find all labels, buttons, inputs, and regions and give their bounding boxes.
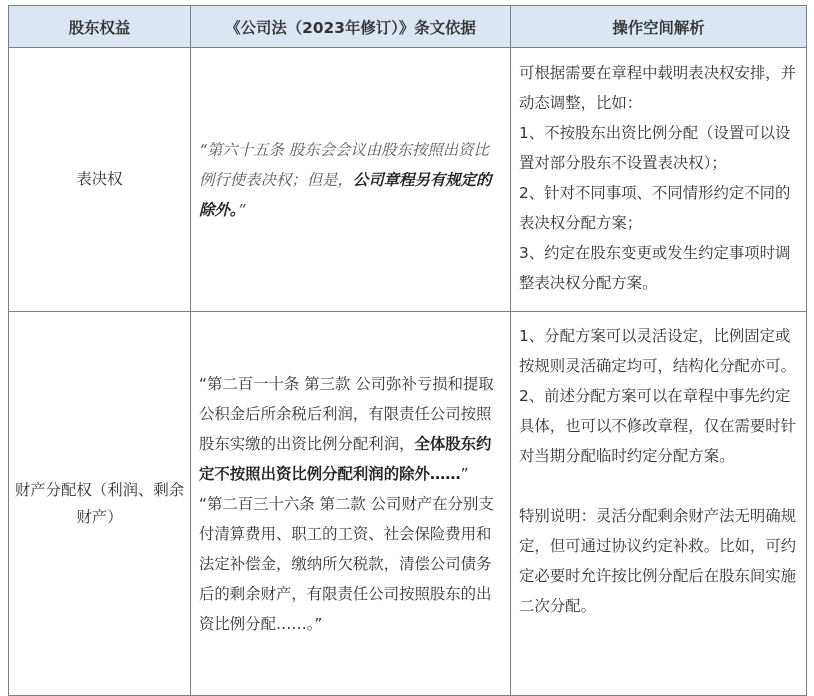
basis-cell-property [191,312,511,696]
header-analysis: 操作空间解析 [511,6,807,48]
rights-cell-voting: 表决权 [9,48,191,312]
analysis-cell-voting [511,48,807,312]
basis-article-210 [199,369,504,489]
basis-emphasis: 全体股东约定不按照出资比例分配利润的除外…… [199,434,492,483]
analysis-special-note: 特别说明：灵活分配剩余财产法无明确规定，但可通过协议约定补救。比如，可约定必要时允许按比例分配后在股东间实施二次分配。 [519,507,797,615]
basis-emphasis: 公司章程另有规定的除外。 [199,170,492,219]
analysis-cell-property [511,312,807,696]
analysis-paragraph: 3、约定在股东变更或发生约定事项时调整表决权分配方案。 [519,244,791,292]
basis-text: “第六十五条 股东会会议由股东按照出资比例行使表决权；但是， [199,140,489,189]
basis-quote-close: ” [237,200,246,219]
basis-article-236: “第二百三十六条 第二款 公司财产在分别支付清算费用、职工的工资、社会保险费用和法定补偿金，缴纳所欠税款，清偿公司债务后的剩余财产，有限责任公司按照股东的出资比例分配……。” [199,494,494,633]
analysis-paragraph: 可根据需要在章程中载明表决权安排，并动态调整，比如： [519,64,797,112]
basis-text: “第二百一十条 第三款 公司弥补亏损和提取公积金后所余税后利润，有限责任公司按照股东实缴的出资比例分配利润， [199,374,494,453]
header-basis: 《公司法（2023年修订）》条文依据 [191,6,511,48]
analysis-paragraph: 1、不按股东出资比例分配（设置可以设置对部分股东不设置表决权）； [519,124,791,172]
header-row [9,6,807,48]
analysis-paragraph: 2、前述分配方案可以在章程中事先约定具体，也可以不修改章程，仅在需要时针对当期分配临时约定分配方案。 [519,387,797,465]
paragraph-spacer [519,471,800,501]
analysis-paragraph: 2、针对不同事项、不同情形约定不同的表决权分配方案； [519,184,791,232]
analysis-paragraph: 1、分配方案可以灵活设定，比例固定或按规则灵活确定均可，结构化分配亦可。 [519,327,797,375]
rights-cell-property: 财产分配权（利润、剩余财产） [9,312,191,696]
header-rights: 股东权益 [9,6,191,48]
basis-cell-voting [191,48,511,312]
table-row-voting [9,48,807,312]
comparison-table [8,5,807,696]
basis-quote-close: ” [460,464,469,483]
table-row-property [9,312,807,696]
